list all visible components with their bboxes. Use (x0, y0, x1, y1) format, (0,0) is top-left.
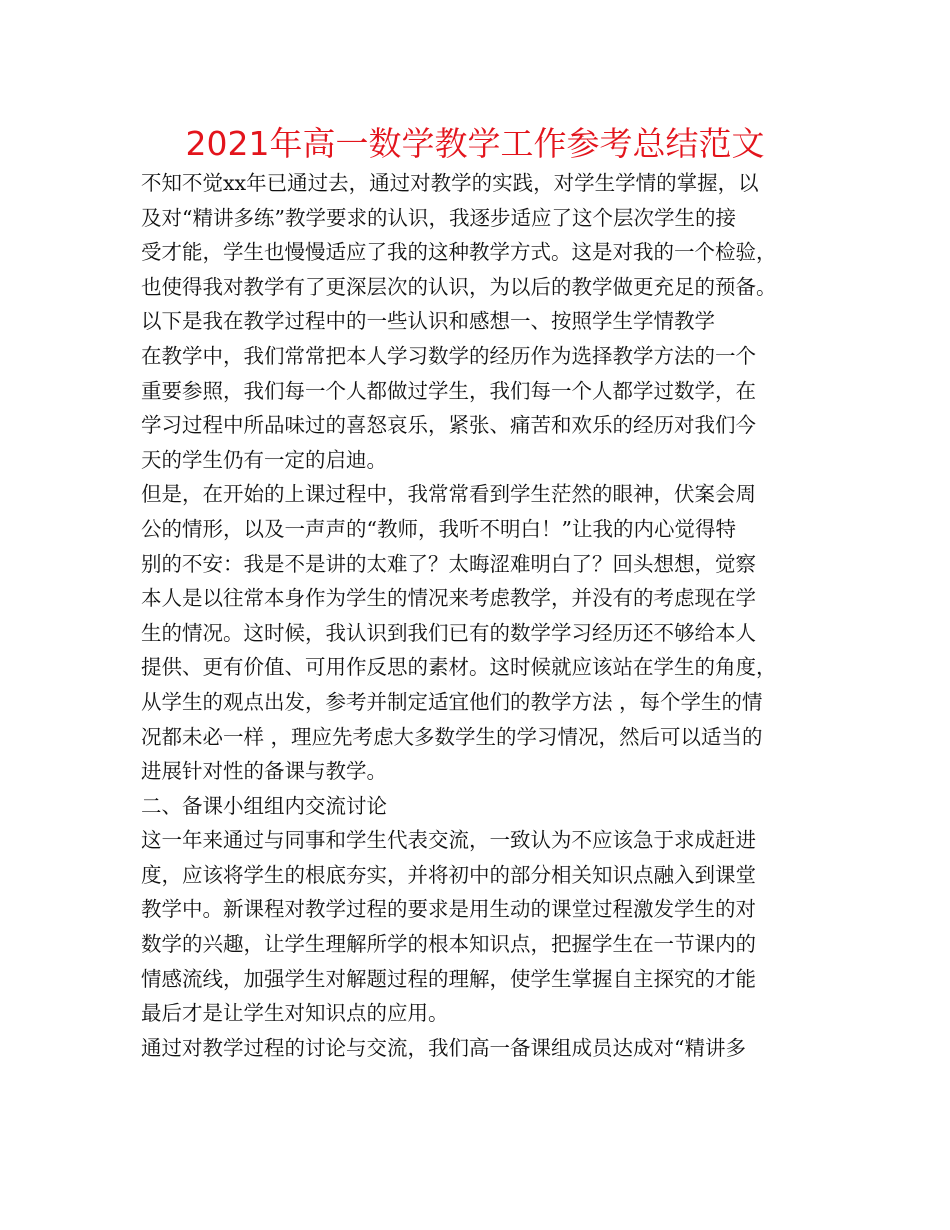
section-heading: 二、备课小组组内交流讨论 (141, 793, 387, 818)
body-line: 也使得我对教学有了更深层次的认识，为以后的教学做更充足的预备。 (141, 274, 777, 299)
body-line: 不知不觉xx年已通过去，通过对教学的实践，对学生学情的掌握，以 (141, 171, 759, 195)
body-line: 提供、更有价值、可用作反思的素材。这时候就应该站在学生的角度， (141, 655, 777, 680)
body-line: 学习过程中所品味过的喜怒哀乐，紧张、痛苦和欢乐的经历对我们今 (141, 413, 756, 438)
body-line: 度，应该将学生的根底夯实，并将初中的部分相关知识点融入到课堂 (141, 862, 756, 887)
body-line: 教学中。新课程对教学过程的要求是用生动的课堂过程激发学生的对 (141, 897, 756, 922)
body-line: 公的情形，以及一声声的“教师，我听不明白！”让我的内心觉得特 (141, 516, 736, 541)
body-line: 别的不安：我是不是讲的太难了？太晦涩难明白了？回头想想，觉察 (141, 551, 756, 576)
body-line: 从学生的观点出发，参考并制定适宜他们的教学方法 ，每个学生的情 (141, 689, 763, 714)
body-line: 及对“精讲多练”教学要求的认识，我逐步适应了这个层次学生的接 (141, 205, 736, 230)
body-line: 情感流线，加强学生对解题过程的理解，使学生掌握自主探究的才能 (141, 966, 756, 991)
document-body (141, 166, 821, 1065)
body-line: 受才能，学生也慢慢适应了我的这种教学方式。这是对我的一个检验， (141, 240, 777, 265)
body-line: 但是，在开始的上课过程中，我常常看到学生茫然的眼神，伏案会周 (141, 482, 756, 507)
body-line: 况都未必一样 ，理应先考虑大多数学生的学习情况，然后可以适当的 (141, 724, 763, 749)
body-line: 生的情况。这时候，我认识到我们已有的数学学习经历还不够给本人 (141, 620, 756, 645)
document-title: 2021年高一数学教学工作参考总结范文 (185, 124, 765, 163)
body-line: 本人是以往常本身作为学生的情况来考虑教学，并没有的考虑现在学 (141, 586, 756, 611)
body-line: 通过对教学过程的讨论与交流，我们高一备课组成员达成对“精讲多 (141, 1035, 746, 1060)
body-line: 数学的兴趣，让学生理解所学的根本知识点，把握学生在一节课内的 (141, 932, 756, 957)
body-line: 重要参照，我们每一个人都做过学生，我们每一个人都学过数学，在 (141, 378, 756, 403)
body-line: 这一年来通过与同事和学生代表交流，一致认为不应该急于求成赶进 (141, 828, 756, 853)
body-line: 天的学生仍有一定的启迪。 (141, 447, 387, 472)
body-line: 最后才是让学生对知识点的应用。 (141, 1001, 449, 1026)
body-line: 进展针对性的备课与教学。 (141, 759, 387, 784)
body-line: 以下是我在教学过程中的一些认识和感想一、按照学生学情教学 (141, 309, 715, 334)
body-line: 在教学中，我们常常把本人学习数学的经历作为选择教学方法的一个 (141, 343, 756, 368)
